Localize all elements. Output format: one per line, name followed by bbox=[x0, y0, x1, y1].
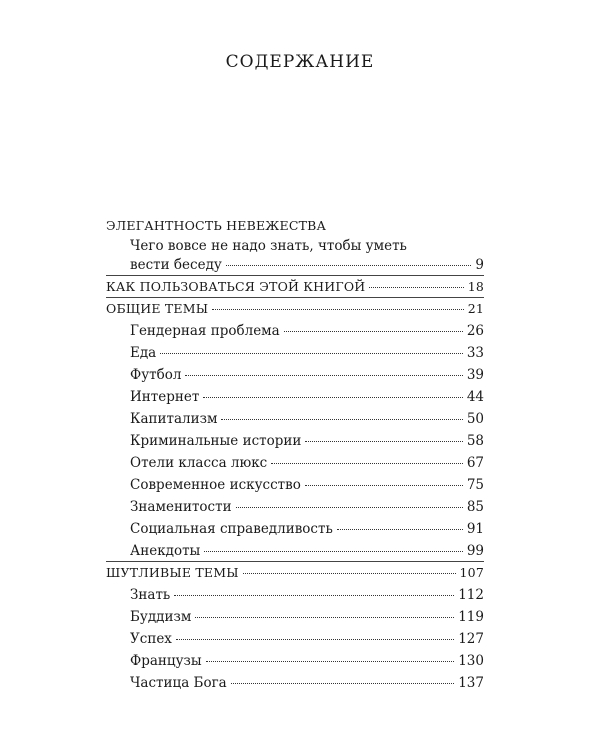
dot-leader bbox=[160, 353, 463, 354]
toc-label: ШУТЛИВЫЕ ТЕМЫ bbox=[106, 565, 239, 580]
dot-leader bbox=[231, 683, 455, 684]
toc-label: ОБЩИЕ ТЕМЫ bbox=[106, 301, 209, 316]
section-divider bbox=[106, 297, 484, 298]
dot-leader bbox=[212, 309, 463, 310]
toc-label: Частица Бога bbox=[130, 675, 227, 691]
toc-label: Успех bbox=[130, 631, 172, 647]
toc-item[interactable] bbox=[130, 345, 484, 361]
toc-item[interactable] bbox=[130, 499, 484, 515]
page-number: 85 bbox=[466, 499, 484, 515]
toc-label: Интернет bbox=[130, 389, 200, 405]
toc-section-jokes[interactable] bbox=[106, 565, 484, 581]
dot-leader bbox=[243, 573, 456, 574]
page-number: 137 bbox=[458, 675, 484, 691]
dot-leader bbox=[176, 639, 454, 640]
page-number: 127 bbox=[458, 631, 484, 647]
toc-label: КАК ПОЛЬЗОВАТЬСЯ ЭТОЙ КНИГОЙ bbox=[106, 279, 366, 294]
page-title: СОДЕРЖАНИЕ bbox=[225, 52, 375, 72]
toc-label: Социальная справедливость bbox=[130, 521, 333, 537]
page-number: 91 bbox=[466, 521, 484, 537]
page-number: 9 bbox=[475, 257, 484, 273]
toc-item[interactable] bbox=[130, 631, 484, 647]
toc-label: Криминальные истории bbox=[130, 433, 302, 449]
toc-item[interactable] bbox=[130, 543, 484, 559]
page-number: 99 bbox=[466, 543, 484, 559]
toc-label: Отели класса люкс bbox=[130, 455, 268, 471]
table-of-contents bbox=[106, 0, 484, 750]
page-number: 44 bbox=[466, 389, 484, 405]
toc-item[interactable] bbox=[130, 587, 484, 603]
dot-leader bbox=[236, 507, 463, 508]
toc-label: Знаменитости bbox=[130, 499, 232, 515]
toc-item[interactable] bbox=[130, 455, 484, 471]
toc-label: Футбол bbox=[130, 367, 182, 383]
toc-item[interactable] bbox=[130, 653, 484, 669]
section-divider bbox=[106, 275, 484, 276]
dot-leader bbox=[204, 551, 463, 552]
page-number: 26 bbox=[466, 323, 484, 339]
toc-item-elegance-line1[interactable]: Чего вовсе не надо знать, чтобы уметь bbox=[130, 238, 407, 254]
page-number: 75 bbox=[466, 477, 484, 493]
page-number: 50 bbox=[466, 411, 484, 427]
dot-leader bbox=[203, 397, 462, 398]
page-number: 21 bbox=[467, 301, 484, 316]
toc-label: Анекдоты bbox=[130, 543, 201, 559]
toc-section-elegance[interactable] bbox=[106, 218, 484, 234]
toc-item[interactable] bbox=[130, 389, 484, 405]
page-number: 18 bbox=[467, 279, 484, 294]
page-number: 33 bbox=[466, 345, 484, 361]
page-number: 130 bbox=[458, 653, 484, 669]
toc-label: Французы bbox=[130, 653, 202, 669]
toc-item[interactable] bbox=[130, 609, 484, 625]
dot-leader bbox=[305, 485, 463, 486]
dot-leader bbox=[284, 331, 463, 332]
dot-leader bbox=[206, 661, 455, 662]
page-number: 39 bbox=[466, 367, 484, 383]
toc-label: Капитализм bbox=[130, 411, 218, 427]
toc-label: ЭЛЕГАНТНОСТЬ НЕВЕЖЕСТВА bbox=[106, 218, 327, 233]
toc-label: Современное искусство bbox=[130, 477, 301, 493]
toc-item[interactable] bbox=[130, 433, 484, 449]
dot-leader bbox=[337, 529, 463, 530]
dot-leader bbox=[226, 265, 472, 266]
toc-item[interactable] bbox=[130, 367, 484, 383]
toc-item[interactable] bbox=[130, 477, 484, 493]
toc-item[interactable] bbox=[130, 675, 484, 691]
toc-item[interactable] bbox=[130, 323, 484, 339]
page-number: 67 bbox=[466, 455, 484, 471]
toc-label: Знать bbox=[130, 587, 171, 603]
toc-section-howto[interactable] bbox=[106, 279, 484, 295]
page-number: 58 bbox=[466, 433, 484, 449]
dot-leader bbox=[369, 287, 463, 288]
page-number: 119 bbox=[458, 609, 484, 625]
section-divider bbox=[106, 561, 484, 562]
page-number: 107 bbox=[459, 565, 484, 580]
page-number: 112 bbox=[458, 587, 484, 603]
toc-item[interactable] bbox=[130, 521, 484, 537]
dot-leader bbox=[305, 441, 462, 442]
dot-leader bbox=[221, 419, 462, 420]
toc-label: вести беседу bbox=[130, 257, 222, 273]
toc-label: Еда bbox=[130, 345, 157, 361]
toc-item-elegance-line2[interactable] bbox=[130, 257, 484, 273]
toc-item[interactable] bbox=[130, 411, 484, 427]
toc-section-general[interactable] bbox=[106, 301, 484, 317]
toc-label: Буддизм bbox=[130, 609, 192, 625]
dot-leader bbox=[174, 595, 454, 596]
toc-label: Гендерная проблема bbox=[130, 323, 280, 339]
dot-leader bbox=[185, 375, 462, 376]
dot-leader bbox=[195, 617, 454, 618]
dot-leader bbox=[271, 463, 463, 464]
